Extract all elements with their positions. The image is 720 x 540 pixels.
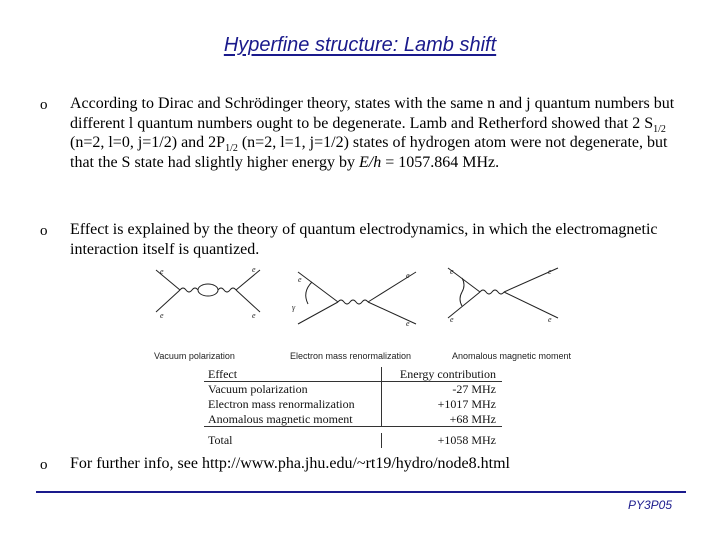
header-energy: Energy contribution <box>399 367 496 381</box>
label-e: e <box>548 267 552 276</box>
feynman-diagrams-svg <box>148 262 584 362</box>
label-e: e <box>450 315 454 324</box>
label-e: e <box>406 319 410 328</box>
table-row <box>204 382 502 397</box>
row-value: +1017 MHz <box>437 397 496 411</box>
label-e: e <box>252 265 256 274</box>
row-effect: Electron mass renormalization <box>204 397 382 412</box>
para1-text-3: (n=2, l=1, j=1/2) states of hydrogen atom were not degenerate, but that the S state had slightly higher energy by <box>70 134 668 171</box>
label-e: e <box>252 311 256 320</box>
caption-anomalous-moment: Anomalous magnetic moment <box>452 351 572 361</box>
table-row <box>204 412 502 427</box>
label-e: e <box>406 271 410 280</box>
subscript-half: 1/2 <box>225 143 238 155</box>
label-e: e <box>160 311 164 320</box>
caption-vacuum-polarization: Vacuum polarization <box>154 351 235 361</box>
footer-course-code: PY3P05 <box>627 498 672 512</box>
para1-text-1: According to Dirac and Schrödinger theory, states with the same n and j quantum numbers but different l quantum numbers ought to be degenerate. Lamb and Retherford showed that 2 S <box>70 95 675 132</box>
subscript-half: 1/2 <box>653 123 666 135</box>
bullet-marker: o <box>40 97 48 113</box>
diagram-vacuum-polarization <box>156 270 260 312</box>
label-e: e <box>298 275 302 284</box>
header-effect: Effect <box>204 367 382 381</box>
label-e: e <box>160 267 164 276</box>
slide-title: Hyperfine structure: Lamb shift <box>223 34 497 56</box>
feynman-diagrams <box>148 262 584 362</box>
label-e: e <box>548 315 552 324</box>
row-value: +68 MHz <box>449 412 496 426</box>
bullet-marker: o <box>40 457 48 473</box>
footer-divider <box>36 491 686 493</box>
para1-text-4: = 1057.864 MHz. <box>381 153 500 171</box>
label-gamma: γ <box>292 303 296 312</box>
label-e: e <box>450 267 454 276</box>
table-row <box>204 397 502 412</box>
para1-text-2: (n=2, l=0, j=1/2) and 2P <box>70 134 226 151</box>
row-effect: Vacuum polarization <box>204 382 382 397</box>
diagram-mass-renormalization <box>298 272 416 324</box>
total-label: Total <box>204 433 382 448</box>
paragraph-qed: Effect is explained by the theory of quantum electrodynamics, in which the electromagnetic interaction itself is quantized. <box>70 221 658 258</box>
table-header-row <box>204 367 502 382</box>
energy-ratio: E/h <box>358 153 382 171</box>
total-value: +1058 MHz <box>437 433 496 447</box>
energy-table <box>204 367 502 448</box>
diagram-anomalous-moment <box>448 268 558 318</box>
paragraph-lamb-shift <box>70 94 680 172</box>
row-value: -27 MHz <box>452 382 496 396</box>
bullet-marker: o <box>40 223 48 239</box>
table-total-row <box>204 433 502 448</box>
caption-mass-renormalization: Electron mass renormalization <box>290 351 412 361</box>
row-effect: Anomalous magnetic moment <box>204 412 382 426</box>
paragraph-further-info: For further info, see http://www.pha.jhu.edu/~rt19/hydro/node8.html <box>70 455 510 472</box>
